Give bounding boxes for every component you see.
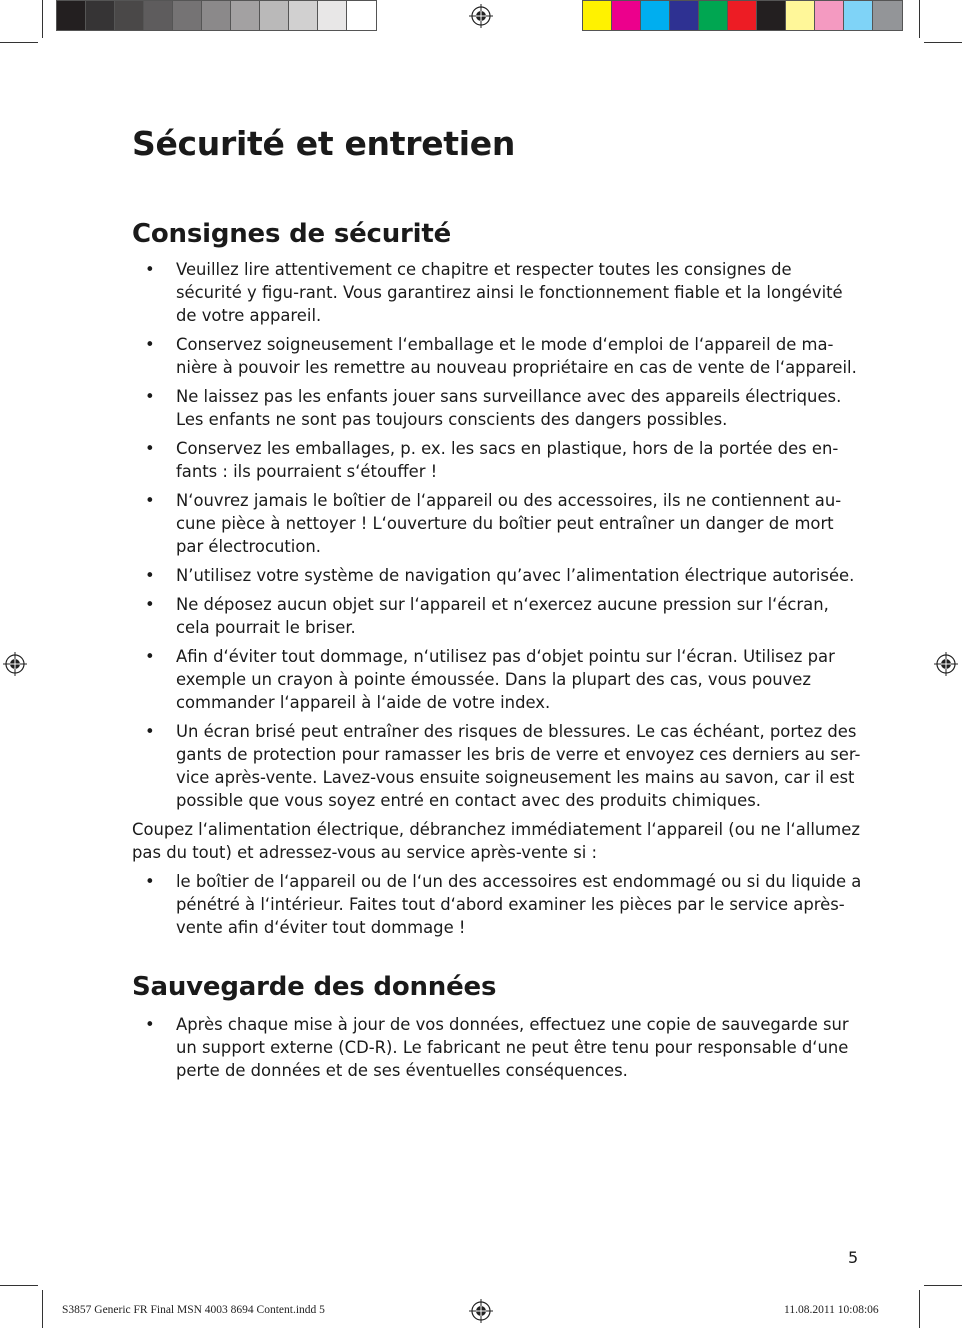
crop-mark [42, 0, 43, 38]
crop-mark [0, 42, 38, 43]
process-color-swatch [844, 1, 873, 30]
list-item: • N’utilisez votre système de navigation qu’avec l’alimentation électrique autorisée. [132, 564, 862, 587]
crop-mark [924, 42, 962, 43]
gray-swatch [86, 1, 115, 30]
registration-mark-icon [934, 652, 958, 676]
process-color-swatch [757, 1, 786, 30]
page-content [132, 118, 862, 1088]
slug-datetime: 11.08.2011 10:08:06 [784, 1304, 879, 1316]
crop-mark [919, 1290, 920, 1328]
gray-swatch [173, 1, 202, 30]
gray-swatch [57, 1, 86, 30]
process-color-swatch [786, 1, 815, 30]
registration-mark-icon [3, 652, 27, 676]
damage-list [132, 870, 862, 939]
gray-swatch [318, 1, 347, 30]
power-off-paragraph: Coupez l‘alimentation électrique, débranchez immédiatement l‘appareil (ou ne l‘allumez pas du tout) et adressez-vous au service après-vente si : [132, 820, 860, 862]
list-item: • Veuillez lire attentivement ce chapitre et respecter toutes les consignes de sécurité y figu-rant. Vous garantirez ainsi le fonctionnement fiable et la longévité de votre appareil. [132, 258, 862, 327]
list-item: • Un écran brisé peut entraîner des risques de blessures. Le cas échéant, portez des gants de protection pour ramasser les bris de verre et envoyez ces derniers au ser-vice après-vente. Lavez-vous ensuite soigneusement les mains au savon, car il est possible que vous soyez entré en contact avec des produits chimiques. [132, 720, 862, 812]
page-number: 5 [848, 1248, 859, 1267]
process-color-swatch [612, 1, 641, 30]
backup-list [132, 1013, 862, 1082]
list-item: • le boîtier de l‘appareil ou de l‘un des accessoires est endommagé ou si du liquide a pénétré à l‘intérieur. Faites tout d‘abord examiner les pièces par le service après-vente afin d‘éviter tout dommage ! [132, 870, 862, 939]
crop-mark [42, 1290, 43, 1328]
safety-list [132, 258, 862, 812]
gray-swatch [202, 1, 231, 30]
list-item: • Conservez les emballages, p. ex. les sacs en plastique, hors de la portée des en-fants : ils pourraient s‘étouffer ! [132, 437, 862, 483]
list-item: • Après chaque mise à jour de vos données, effectuez une copie de sauvegarde sur un support externe (CD-R). Le fabricant ne peut être tenu pour responsable d‘une perte de données et de ses éventuelles conséquences. [132, 1013, 862, 1082]
slug-filename: S3857 Generic FR Final MSN 4003 8694 Content.indd 5 [62, 1304, 325, 1316]
gray-swatch [144, 1, 173, 30]
grayscale-color-bar [56, 0, 377, 31]
list-item: • Afin d‘éviter tout dommage, n‘utilisez pas d‘objet pointu sur l‘écran. Utilisez par exemple un crayon à pointe émoussée. Dans la plupart des cas, vous pouvez commander l‘appareil à l‘aide de votre index. [132, 645, 862, 714]
gray-swatch [115, 1, 144, 30]
gray-swatch [347, 1, 376, 30]
list-item: • N‘ouvrez jamais le boîtier de l‘appareil ou des accessoires, ils ne contiennent au-cune pièce à nettoyer ! L‘ouverture du boîtier peut entraîner un danger de mort par électrocution. [132, 489, 862, 558]
crop-mark [919, 0, 920, 38]
process-color-swatch [873, 1, 902, 30]
process-color-swatch [670, 1, 699, 30]
gray-swatch [231, 1, 260, 30]
process-color-swatch [583, 1, 612, 30]
page-title: Sécurité et entretien [132, 124, 516, 163]
registration-mark-icon [469, 1299, 493, 1323]
process-color-bar [582, 0, 903, 31]
list-item: • Ne laissez pas les enfants jouer sans surveillance avec des appareils électriques. Les enfants ne sont pas toujours conscients des dangers possibles. [132, 385, 862, 431]
list-item: • Conservez soigneusement l‘emballage et le mode d‘emploi de l‘appareil de ma-nière à pouvoir les remettre au nouveau propriétaire en cas de vente de l‘appareil. [132, 333, 862, 379]
process-color-swatch [815, 1, 844, 30]
section-heading-backup: Sauvegarde des données [132, 972, 497, 1002]
gray-swatch [289, 1, 318, 30]
crop-mark [0, 1285, 38, 1286]
crop-mark [924, 1285, 962, 1286]
process-color-swatch [641, 1, 670, 30]
gray-swatch [260, 1, 289, 30]
process-color-swatch [728, 1, 757, 30]
section-heading-safety: Consignes de sécurité [132, 219, 452, 249]
list-item: • Ne déposez aucun objet sur l‘appareil et n‘exercez aucune pression sur l‘écran, cela pourrait le briser. [132, 593, 862, 639]
registration-mark-icon [469, 4, 493, 28]
process-color-swatch [699, 1, 728, 30]
